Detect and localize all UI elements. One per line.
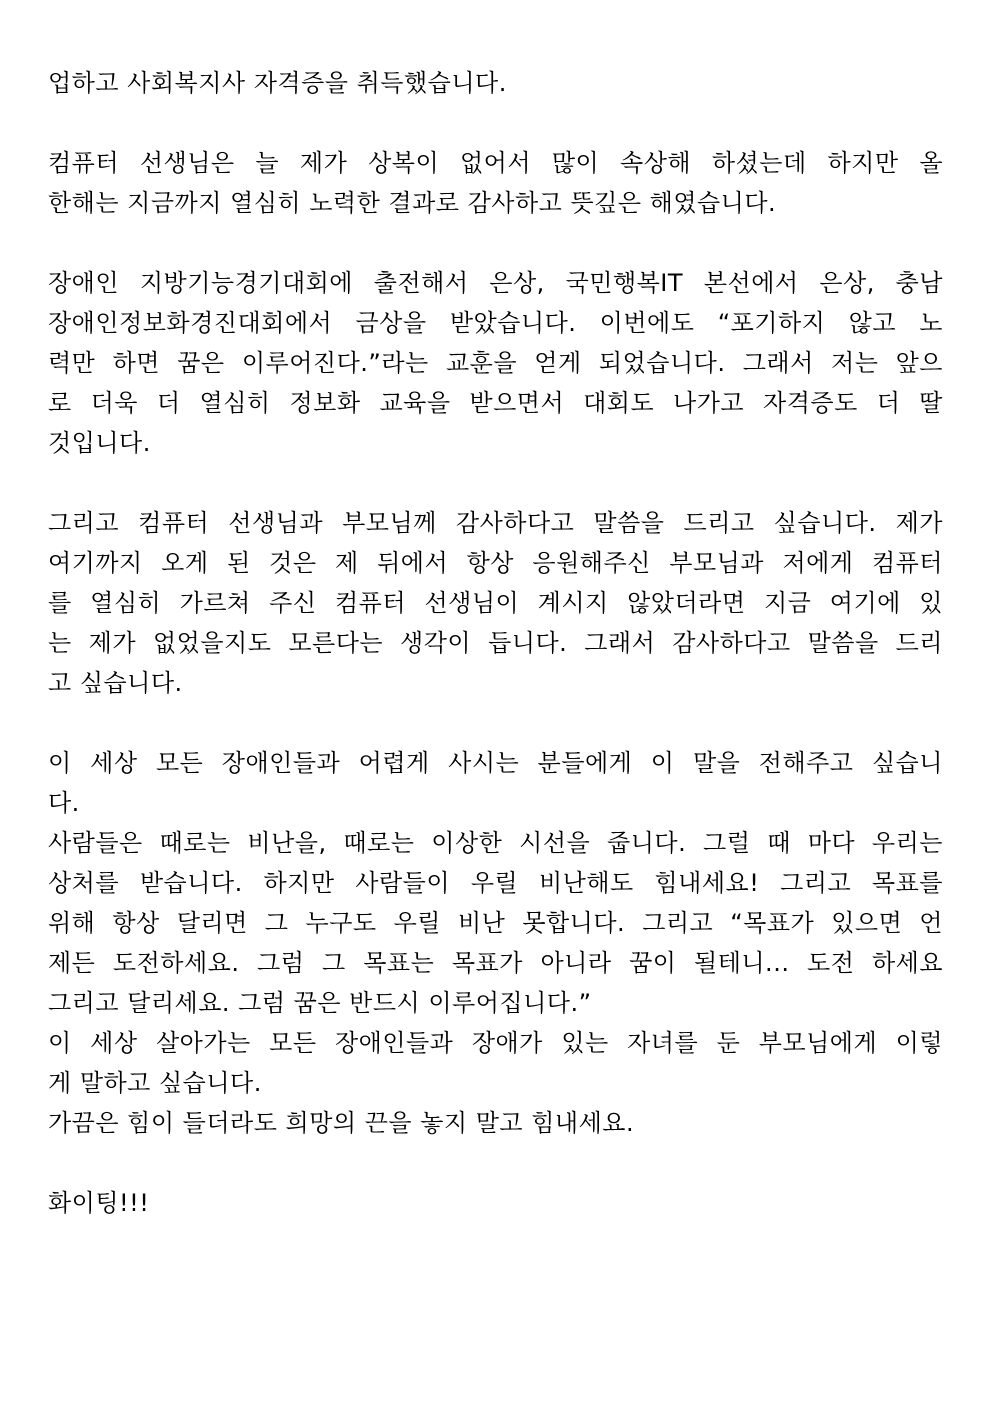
text-line: 이 세상 모든 장애인들과 어렵게 사시는 분들에게 이 말을 전해주고 싶습니 bbox=[48, 749, 943, 777]
text-line: 위해 항상 달리면 그 누구도 우릴 비난 못합니다. 그리고 “목표가 있으면 언 bbox=[48, 909, 943, 937]
text-line: 이 세상 살아가는 모든 장애인들과 장애가 있는 자녀를 둔 부모님에게 이렇 bbox=[48, 1029, 943, 1057]
text-line: 제든 도전하세요. 그럼 그 목표는 목표가 아니라 꿈이 될테니... 도전 하세요 bbox=[48, 949, 943, 977]
text-line: 사람들은 때로는 비난을, 때로는 이상한 시선을 줍니다. 그럴 때 마다 우리는 bbox=[48, 829, 943, 857]
paragraph-gap bbox=[48, 463, 943, 503]
paragraph-gap bbox=[48, 1143, 943, 1183]
text-line: 그리고 달리세요. 그럼 꿈은 반드시 이루어집니다.” bbox=[48, 989, 592, 1017]
text-line: 컴퓨터 선생님은 늘 제가 상복이 없어서 많이 속상해 하셨는데 하지만 올 bbox=[48, 149, 943, 177]
text-line: 게 말하고 싶습니다. bbox=[48, 1069, 262, 1097]
text-line: 업하고 사회복지사 자격증을 취득했습니다. bbox=[48, 69, 507, 97]
letter-body bbox=[48, 63, 943, 1223]
text-line: 상처를 받습니다. 하지만 사람들이 우릴 비난해도 힘내세요! 그리고 목표를 bbox=[48, 869, 943, 897]
text-line: 것입니다. bbox=[48, 429, 151, 457]
closing-line: 화이팅!!! bbox=[48, 1189, 150, 1217]
text-line: 가끔은 힘이 들더라도 희망의 끈을 놓지 말고 힘내세요. bbox=[48, 1109, 635, 1137]
text-line: 장애인 지방기능경기대회에 출전해서 은상, 국민행복IT 본선에서 은상, 충남 bbox=[48, 269, 943, 297]
text-line: 그리고 컴퓨터 선생님과 부모님께 감사하다고 말씀을 드리고 싶습니다. 제가 bbox=[48, 509, 943, 537]
text-line: 로 더욱 더 열심히 정보화 교육을 받으면서 대회도 나가고 자격증도 더 딸 bbox=[48, 389, 943, 417]
text-line: 는 제가 없었을지도 모른다는 생각이 듭니다. 그래서 감사하다고 말씀을 드리 bbox=[48, 629, 943, 657]
paragraph-gap bbox=[48, 103, 943, 143]
text-line: 여기까지 오게 된 것은 제 뒤에서 항상 응원해주신 부모님과 저에게 컴퓨터 bbox=[48, 549, 943, 577]
text-line: 를 열심히 가르쳐 주신 컴퓨터 선생님이 계시지 않았더라면 지금 여기에 있 bbox=[48, 589, 943, 617]
paragraph-gap bbox=[48, 703, 943, 743]
text-line: 한해는 지금까지 열심히 노력한 결과로 감사하고 뜻깊은 해였습니다. bbox=[48, 189, 777, 217]
text-line: 장애인정보화경진대회에서 금상을 받았습니다. 이번에도 “포기하지 않고 노 bbox=[48, 309, 943, 337]
text-line: 다. bbox=[48, 789, 80, 817]
text-line: 력만 하면 꿈은 이루어진다.”라는 교훈을 얻게 되었습니다. 그래서 저는 앞으 bbox=[48, 349, 943, 377]
text-line: 고 싶습니다. bbox=[48, 669, 183, 697]
paragraph-gap bbox=[48, 223, 943, 263]
